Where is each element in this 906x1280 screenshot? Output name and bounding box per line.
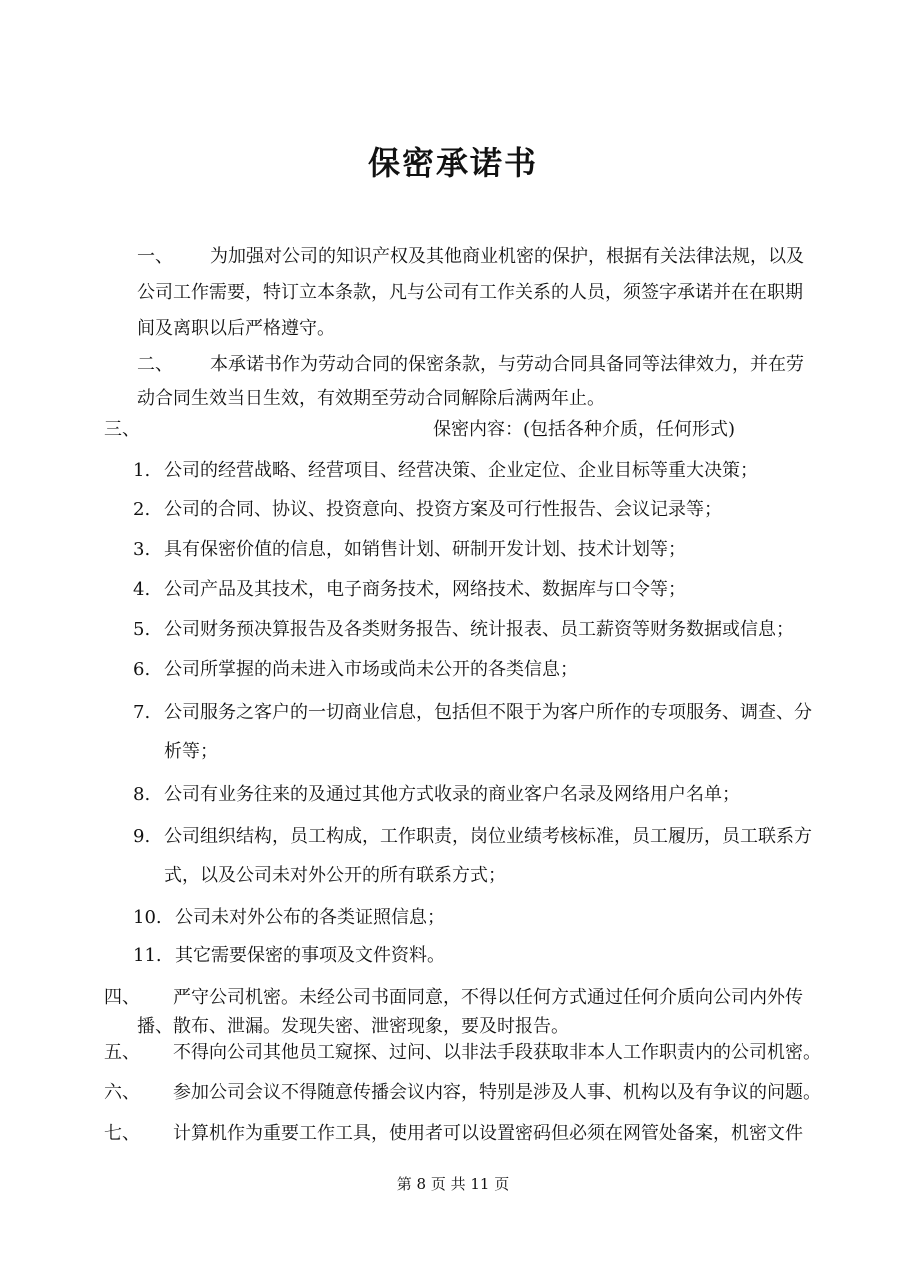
item-9-line-2: 式，以及公司未对外公开的所有联系方式； bbox=[164, 865, 506, 886]
item-3-number: 3. bbox=[133, 539, 151, 560]
item-11-line-1: 其它需要保密的事项及文件资料。 bbox=[175, 945, 445, 966]
item-2-number: 2. bbox=[133, 499, 151, 520]
section-7-number: 七、 bbox=[104, 1123, 140, 1144]
section-1-line-2: 公司工作需要，特订立本条款，凡与公司有工作关系的人员，须签字承诺并在在职期 bbox=[137, 282, 803, 303]
item-1-line-1: 公司的经营战略、经营项目、经营决策、企业定位、企业目标等重大决策； bbox=[164, 460, 758, 481]
section-6-number: 六、 bbox=[104, 1082, 140, 1103]
section-4-number: 四、 bbox=[104, 987, 140, 1008]
section-3-number: 三、 bbox=[104, 419, 140, 440]
item-8-number: 8. bbox=[133, 784, 151, 805]
item-6-number: 6. bbox=[133, 659, 151, 680]
section-1-number: 一、 bbox=[137, 246, 173, 267]
item-7-line-1: 公司服务之客户的一切商业信息，包括但不限于为客户所作的专项服务、调查、分 bbox=[164, 702, 812, 723]
item-6-line-1: 公司所掌握的尚未进入市场或尚未公开的各类信息； bbox=[164, 659, 578, 680]
item-5-line-1: 公司财务预决算报告及各类财务报告、统计报表、员工薪资等财务数据或信息； bbox=[164, 619, 794, 640]
item-5-number: 5. bbox=[133, 619, 151, 640]
item-7-line-2: 析等； bbox=[164, 741, 218, 762]
item-4-line-1: 公司产品及其技术，电子商务技术，网络技术、数据库与口令等； bbox=[164, 579, 686, 600]
item-9-line-1: 公司组织结构，员工构成，工作职责，岗位业绩考核标准，员工履历，员工联系方 bbox=[164, 826, 812, 847]
section-7-line-1: 计算机作为重要工作工具，使用者可以设置密码但必须在网管处备案，机密文件 bbox=[173, 1123, 803, 1144]
section-1-line-3: 间及离职以后严格遵守。 bbox=[137, 318, 335, 339]
section-5-line-1: 不得向公司其他员工窥探、过问、以非法手段获取非本人工作职责内的公司机密。 bbox=[173, 1042, 821, 1063]
section-2-line-1: 本承诺书作为劳动合同的保密条款，与劳动合同具备同等法律效力，并在劳 bbox=[210, 354, 804, 375]
section-3-line-1: 保密内容：(包括各种介质，任何形式) bbox=[433, 419, 736, 440]
item-2-line-1: 公司的合同、协议、投资意向、投资方案及可行性报告、会议记录等； bbox=[164, 499, 722, 520]
section-4-line-1: 严守公司机密。未经公司书面同意，不得以任何方式通过任何介质向公司内外传 bbox=[173, 987, 803, 1008]
section-6-line-1: 参加公司会议不得随意传播会议内容，特别是涉及人事、机构以及有争议的问题。 bbox=[173, 1082, 821, 1103]
item-7-number: 7. bbox=[133, 702, 151, 723]
item-8-line-1: 公司有业务往来的及通过其他方式收录的商业客户名录及网络用户名单； bbox=[164, 784, 740, 805]
item-10-line-1: 公司未对外公布的各类证照信息； bbox=[175, 907, 445, 928]
section-5-number: 五、 bbox=[104, 1042, 140, 1063]
page-title: 保密承诺书 bbox=[367, 144, 538, 182]
section-1-line-1: 为加强对公司的知识产权及其他商业机密的保护，根据有关法律法规，以及 bbox=[210, 246, 804, 267]
item-9-number: 9. bbox=[133, 826, 151, 847]
item-1-number: 1. bbox=[133, 460, 151, 481]
section-2-number: 二、 bbox=[137, 354, 173, 375]
item-11-number: 11. bbox=[133, 945, 162, 966]
item-10-number: 10. bbox=[133, 907, 162, 928]
item-3-line-1: 具有保密价值的信息，如销售计划、研制开发计划、技术计划等； bbox=[164, 539, 686, 560]
page-footer: 第 8 页 共 11 页 bbox=[396, 1175, 510, 1193]
item-4-number: 4. bbox=[133, 579, 151, 600]
section-4-line-2: 播、散布、泄漏。发现失密、泄密现象，要及时报告。 bbox=[137, 1016, 569, 1037]
section-2-line-2: 动合同生效当日生效，有效期至劳动合同解除后满两年止。 bbox=[137, 388, 605, 409]
